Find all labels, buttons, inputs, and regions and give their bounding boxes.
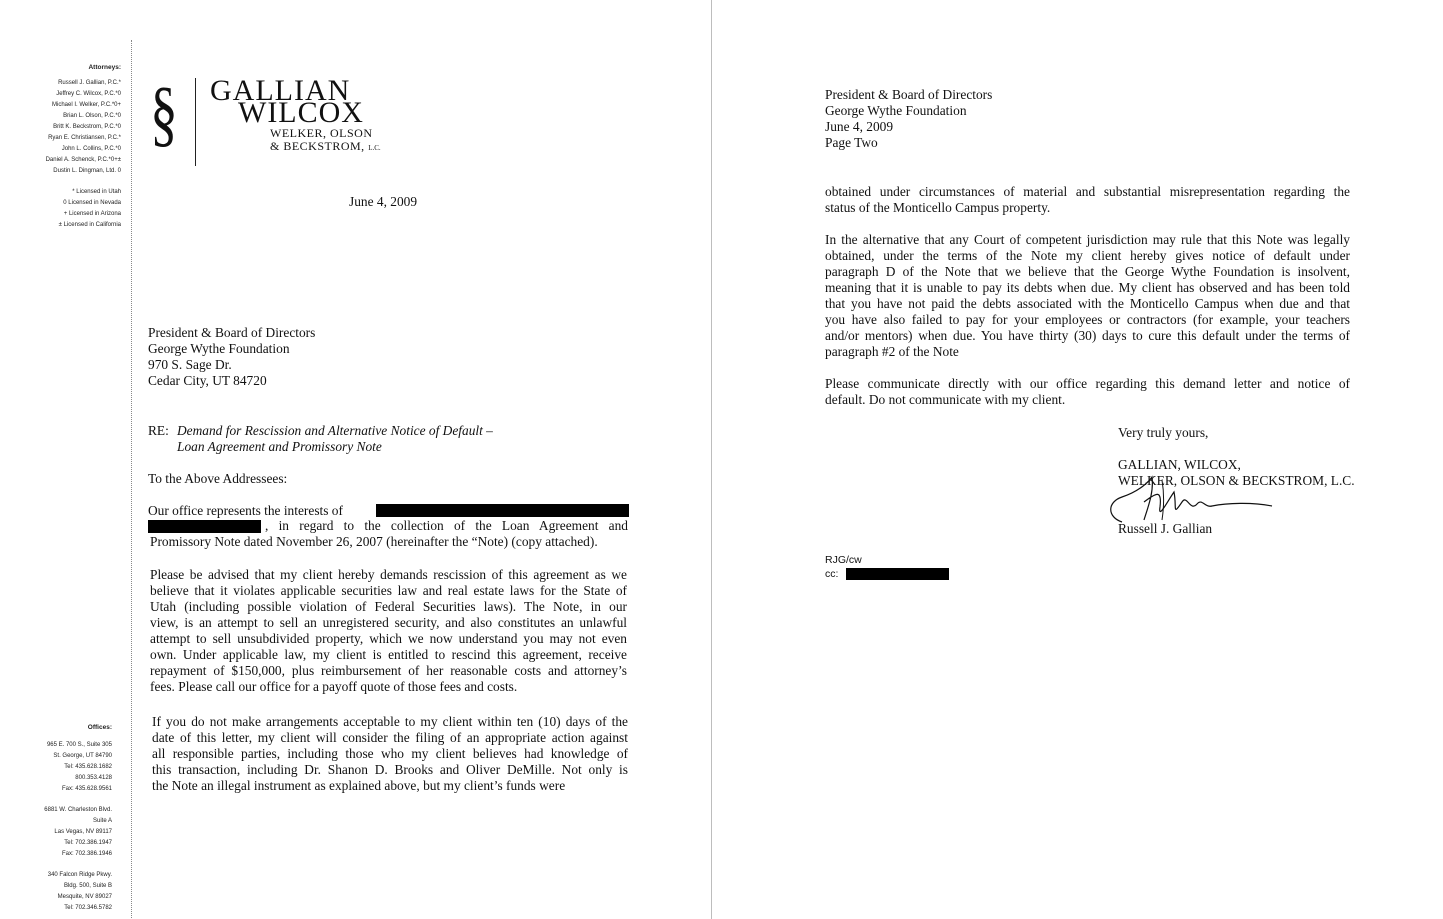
para-line: paragraph D of the Note that we believe that the George Wythe Foundation is insolvent, xyxy=(825,264,1350,279)
firm-logo xyxy=(210,74,381,155)
office-address: Fax: 702.386.1946 xyxy=(61,851,112,857)
para-line: fees. Please call our office for a payoff quote of those fees and costs. xyxy=(150,679,518,694)
redaction-bar xyxy=(846,568,949,580)
offices-list xyxy=(2,722,112,914)
para-line: attempt to sell unsubdivided property, which we now understand you may not even xyxy=(150,631,627,646)
attorney-name: Daniel A. Schenck, P.C.*0+± xyxy=(45,157,121,163)
para-line: Utah (including possible violation of Federal Securities laws). The Note, in our xyxy=(150,599,627,614)
header-line: June 4, 2009 xyxy=(825,119,894,134)
para-line: meaning that it is unable to pay its debts when due. My client has observed and has been told xyxy=(825,280,1350,295)
para-line: If you do not make arrangements acceptable to my client within ten (10) days of the xyxy=(152,714,628,729)
office-address: 6881 W. Charleston Blvd. xyxy=(44,807,112,813)
redaction-bar xyxy=(148,520,261,533)
para-line: date of this letter, my client will consider the filing of an appropriate action against xyxy=(152,730,628,745)
attorney-name: Ryan E. Christiansen, P.C.* xyxy=(48,135,121,141)
office-address: 340 Falcon Ridge Pkwy. xyxy=(47,872,112,878)
paragraph-rescission xyxy=(150,567,627,695)
attorney-name: Michael I. Welker, P.C.*0+ xyxy=(52,102,121,108)
para-line: and/or mentors) when due. You have thirty (30) days to cure this default under the terms of xyxy=(825,328,1350,343)
logo-beckstrom xyxy=(210,140,381,155)
recipient-address xyxy=(148,325,315,389)
attorneys-list xyxy=(11,62,121,231)
para1-line xyxy=(265,518,628,534)
address-line: 970 S. Sage Dr. xyxy=(148,357,232,372)
office-address: Fax: 435.628.9561 xyxy=(61,786,112,792)
attorney-name: John L. Collins, P.C.*0 xyxy=(61,146,121,152)
license-note: + Licensed in Arizona xyxy=(63,211,121,217)
letter-page-two xyxy=(737,0,1443,919)
license-note: 0 Licensed in Nevada xyxy=(63,200,121,206)
para-line: obtained, under the terms of the Note my client hereby gives notice of default under xyxy=(825,248,1350,263)
closing: Very truly yours, xyxy=(1118,425,1209,440)
paragraph-continuation xyxy=(825,184,1350,216)
office-address: Tel: 702.386.1947 xyxy=(64,840,112,846)
para1-line: Our office represents the interests of xyxy=(148,503,343,518)
subject-line-1: Demand for Rescission and Alternative Notice of Default – xyxy=(177,423,493,438)
address-line: George Wythe Foundation xyxy=(148,341,290,356)
para-line: In the alternative that any Court of competent jurisdiction may rule that this Note was legally xyxy=(825,232,1350,247)
office-address: Las Vegas, NV 89117 xyxy=(54,829,112,835)
para-line: own. Under applicable law, my client is entitled to rescind this agreement, receive xyxy=(150,647,627,662)
office-address: Tel: 435.628.1682 xyxy=(64,764,112,770)
typist-initials: RJG/cw xyxy=(825,554,862,566)
para-line: this transaction, including Dr. Shanon D. Brooks and Oliver DeMille. Not only is xyxy=(152,762,628,777)
subject-line xyxy=(177,423,493,455)
paragraph-default-notice xyxy=(825,232,1350,360)
paragraph-action xyxy=(152,714,628,794)
logo-welker-olson: WELKER, OLSON xyxy=(270,126,373,140)
para1-line-2: , in regard to the collection of the Loan Agreement and xyxy=(265,518,628,533)
para-line: believe that it violates applicable securities law and real estate laws for the State of xyxy=(150,583,627,598)
attorney-name: Jeffrey C. Wilcox, P.C.*0 xyxy=(56,91,121,97)
header-line: Page Two xyxy=(825,135,878,150)
salutation: To the Above Addressees: xyxy=(148,471,288,486)
attorney-name: Russell J. Gallian, P.C.* xyxy=(58,80,121,86)
office-address: 800.353.4128 xyxy=(75,775,112,781)
redaction-bar xyxy=(376,504,629,517)
page2-header xyxy=(825,87,992,151)
para-line: obtained under circumstances of material and substantial misrepresentation regarding the xyxy=(825,184,1350,199)
header-line: President & Board of Directors xyxy=(825,87,993,102)
attorney-name: Dustin L. Dingman, Ltd. 0 xyxy=(53,168,121,174)
para-line: view, is an attempt to sell an unregistered security, and also constitutes an unlawful xyxy=(150,615,627,630)
subject-label: RE: xyxy=(148,423,169,438)
firm-line: WELKER, OLSON & BECKSTROM, L.C. xyxy=(1118,473,1355,488)
para-line: all responsible parties, including those who my client believes had knowledge of xyxy=(152,746,628,761)
address-line: Cedar City, UT 84720 xyxy=(148,373,267,388)
sidebar-divider xyxy=(131,40,132,919)
para-line: Please communicate directly with our office regarding this demand letter and notice of xyxy=(825,376,1350,391)
address-line: President & Board of Directors xyxy=(148,325,316,340)
para-line: default. Do not communicate with my client. xyxy=(825,392,1066,407)
attorney-name: Brian L. Olson, P.C.*0 xyxy=(63,113,121,119)
letter-page-one xyxy=(0,0,711,919)
para-line: Please be advised that my client hereby demands rescission of this agreement as we xyxy=(150,567,627,582)
para-line: repayment of $150,000, plus reimbursement of her reasonable costs and attorney’s xyxy=(150,663,627,678)
paragraph-communication xyxy=(825,376,1350,408)
para-line: that you have not paid the debts associated with the Monticello Campus when due and that xyxy=(825,296,1350,311)
attorneys-heading: Attorneys: xyxy=(88,64,121,71)
header-line: George Wythe Foundation xyxy=(825,103,967,118)
cc-label: cc: xyxy=(825,568,839,580)
office-address: Bldg. 500, Suite B xyxy=(63,883,112,889)
logo-gallian: GALLIAN xyxy=(210,74,351,107)
para-line: the Note an illegal instrument as explained above, but my client’s funds were xyxy=(152,778,566,793)
attorney-name: Britt K. Beckstrom, P.C.*0 xyxy=(53,124,121,130)
logo-divider xyxy=(195,78,196,166)
license-note: ± Licensed in California xyxy=(58,222,121,228)
subject-line-2: Loan Agreement and Promissory Note xyxy=(177,439,382,454)
logo-wilcox: WILCOX xyxy=(238,96,364,129)
section-symbol-logo-icon: § xyxy=(150,73,178,155)
offices-heading: Offices: xyxy=(87,724,112,731)
para-line: paragraph #2 of the Note xyxy=(825,344,959,359)
para1-line: Promissory Note dated November 26, 2007 (hereinafter the “Note) (copy attached). xyxy=(150,534,598,549)
office-address: Tel: 702.346.5782 xyxy=(64,905,112,911)
logo-lc: L.C. xyxy=(368,144,381,152)
office-address: St. George, UT 84790 xyxy=(53,753,112,759)
logo-beckstrom-text: & BECKSTROM, xyxy=(270,139,365,153)
para-line: status of the Monticello Campus property. xyxy=(825,200,1051,215)
office-address: Mesquite, NV 89027 xyxy=(57,894,112,900)
signer-name: Russell J. Gallian xyxy=(1118,521,1213,536)
para-line: you have also failed to pay for your employees or contractors (for example, your teachers xyxy=(825,312,1350,327)
letter-date: June 4, 2009 xyxy=(349,194,418,209)
firm-line: GALLIAN, WILCOX, xyxy=(1118,457,1241,472)
office-address: Suite A xyxy=(92,818,112,824)
license-note: * Licensed in Utah xyxy=(72,189,121,195)
office-address: 965 E. 700 S., Suite 305 xyxy=(46,742,112,748)
page-gutter xyxy=(711,0,739,919)
